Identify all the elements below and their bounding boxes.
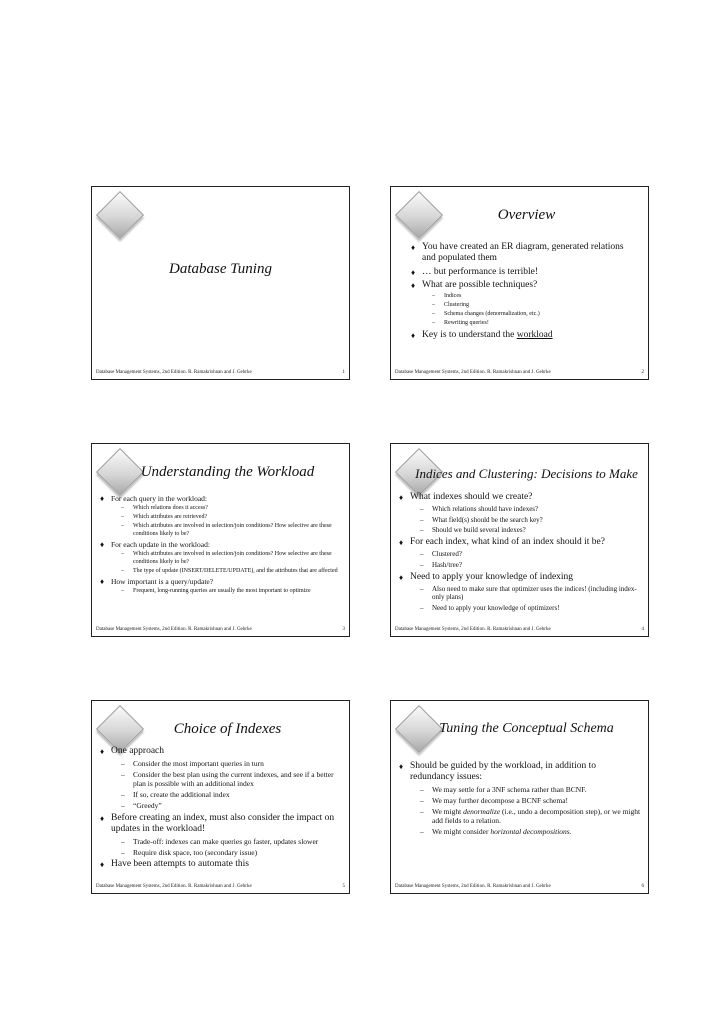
footer-text: Database Management Systems, 2nd Edition. R. Ramakrishnan and J. Gehrke (96, 627, 252, 632)
bullet: ♦ How important is a query/update? – Frequent, long-running queries are usually the most important to optimize (98, 577, 343, 596)
sub-bullet: – Which attributes are involved in selection/join conditions? How selective are these conditions likely to be? (121, 551, 332, 565)
slide-title: Indices and Clustering: Decisions to Make (415, 466, 638, 481)
footer-text: Database Management Systems, 2nd Edition. R. Ramakrishnan and J. Gehrke (96, 370, 252, 375)
bullet: ♦ Should be guided by the workload, in addition to redundancy issues: – We may settle for a 3NF schema rather than BCNF. – We may further decompose a BCNF schema! – We might denormalize (i.e., undo a decomposition step), or we might add fields to a relation. – We might consider horizontal decompositions. (399, 761, 641, 836)
sub-bullet: – Clustered? (420, 550, 462, 558)
sub-bullet: – Frequent, long-running queries are usually the most important to optimize (121, 588, 311, 594)
slide-footer (96, 627, 345, 632)
slide-title: Understanding the Workload (140, 464, 315, 480)
slide-title: Overview (497, 207, 556, 223)
page-number: 3 (342, 627, 345, 632)
sub-bullet: – Need to apply your knowledge of optimizers! (420, 603, 560, 612)
slide-title: Choice of Indexes (173, 721, 282, 737)
slide-footer (395, 884, 644, 889)
bullet-icon: ♦ (411, 281, 416, 290)
slide-title: Database Tuning (169, 261, 272, 277)
bullet: ♦ You have created an ER diagram, generated relations and populated them (411, 242, 624, 263)
slide-footer (96, 884, 345, 889)
sub-bullet: – Hash/tree? (420, 560, 462, 569)
slide-footer (96, 370, 345, 375)
sub-bullet: – Which relations does it access? (121, 505, 208, 511)
sub-bullet: – Which attributes are involved in selection/join conditions? How selective are these conditions likely to be? (121, 523, 332, 537)
bullet-icon: ♦ (399, 572, 404, 582)
bullet-icon: ♦ (100, 494, 105, 503)
slide-3 (91, 443, 350, 637)
page-number: 2 (641, 370, 644, 375)
sub-bullet: – Which relations should have indexes? (420, 505, 539, 513)
slide-1 (91, 186, 350, 380)
sub-bullet: – We may settle for a 3NF schema rather than BCNF. (420, 785, 587, 794)
bullet-icon: ♦ (399, 493, 404, 502)
sub-bullet: – The type of update (INSERT/DELETE/UPDATE), and the attributes that are affected (121, 567, 338, 574)
page-number: 1 (342, 370, 345, 375)
bullet: ♦ One approach – Consider the most important queries in turn – Consider the best plan using the current indexes, and see if a better plan is possible with an additional index – If so, create the additional index – “Greedy” (98, 746, 343, 810)
bullet: ♦ Key is to understand the workload (411, 330, 553, 340)
sub-bullet: – If so, create the additional index (121, 790, 230, 799)
slide-content (98, 746, 343, 873)
sub-bullet: – Consider the best plan using the current indexes, and see if a better plan is possible with an additional index (121, 770, 334, 788)
footer-text: Database Management Systems, 2nd Edition. R. Ramakrishnan and J. Gehrke (96, 884, 252, 889)
slide-2 (390, 186, 649, 380)
bullet-icon: ♦ (411, 243, 416, 252)
sub-bullet: – “Greedy” (121, 801, 162, 810)
page-number: 6 (641, 884, 644, 889)
sub-bullet: – Should we build several indexes? (420, 526, 526, 534)
slide-footer (395, 627, 644, 632)
sub-bullet: – Which attributes are retrieved? (121, 514, 208, 520)
bullet-icon: ♦ (100, 747, 105, 756)
footer-text: Database Management Systems, 2nd Edition. R. Ramakrishnan and J. Gehrke (395, 884, 551, 889)
slide-content (397, 761, 642, 839)
bullet-icon: ♦ (100, 577, 105, 586)
slide-title: Tuning the Conceptual Schema (439, 721, 614, 736)
sub-bullet: – Require disk space, too (secondary issue) (121, 847, 258, 857)
bullet-icon: ♦ (100, 813, 105, 823)
bullet-icon: ♦ (411, 331, 416, 340)
sub-bullet: – Clustering (432, 302, 469, 308)
footer-text: Database Management Systems, 2nd Edition. R. Ramakrishnan and J. Gehrke (395, 370, 551, 375)
sub-bullet: – We might consider horizontal decompositions. (420, 827, 572, 836)
sub-bullet: – We might denormalize (i.e., undo a decomposition step), or we might add fields to a relation. (420, 807, 641, 825)
slide-5 (91, 700, 350, 894)
sub-bullet: – Schema changes (denormalization, etc.) (432, 311, 540, 317)
page-number: 4 (641, 627, 644, 632)
bullet: ♦ Have been attempts to automate this (100, 859, 249, 869)
bullet-icon: ♦ (399, 538, 404, 547)
bullet: ♦ Need to apply your knowledge of indexing – Also need to make sure that optimizer uses the indices! (including index-only plans) – Need to apply your knowledge of optimizers! (397, 572, 642, 613)
sub-bullet: – Trade-off: indexes can make queries go faster, updates slower (121, 836, 319, 846)
sub-bullet: – What field(s) should be the search key? (420, 515, 543, 524)
slide-content (98, 494, 343, 598)
bullet: ♦ What indexes should we create? – Which relations should have indexes? – What field(s) should be the search key? – Should we build several indexes? (397, 492, 642, 535)
bullet: ♦ … but performance is terrible! (411, 266, 539, 277)
slide-content (409, 242, 634, 344)
page-number: 5 (342, 884, 345, 889)
slide-content (397, 492, 642, 615)
slide-footer (395, 370, 644, 375)
bullet: ♦ Before creating an index, must also consider the impact on updates in the workload! – Trade-off: indexes can make queries go faster, updates slower – Require disk space, too (secondary issue) (98, 813, 343, 857)
bullet-icon: ♦ (411, 267, 416, 277)
footer-text: Database Management Systems, 2nd Edition. R. Ramakrishnan and J. Gehrke (395, 627, 551, 632)
slide-4 (390, 443, 649, 637)
slide-6 (390, 700, 649, 894)
sub-bullet: – Indices (432, 293, 462, 299)
bullet: ♦ What are possible techniques? – Indices – Clustering – Schema changes (denormalization, etc.) – Rewriting queries! (409, 280, 634, 328)
sub-bullet: – Consider the most important queries in turn (121, 759, 264, 768)
bullet: ♦ For each index, what kind of an index should it be? – Clustered? – Hash/tree? (397, 537, 642, 569)
bullet-icon: ♦ (100, 540, 105, 549)
sub-bullet: – Also need to make sure that optimizer uses the indices! (including index-only plans) (420, 584, 637, 601)
bullet: ♦ For each query in the workload: – Which relations does it access? – Which attributes are retrieved? – Which attributes are involved in selection/join conditions? How selective are these conditions likely to be? (98, 494, 343, 538)
sub-bullet: – Rewriting queries! (432, 320, 489, 326)
diamond-logo-icon (96, 191, 144, 239)
bullet-icon: ♦ (399, 762, 404, 771)
bullet-icon: ♦ (100, 860, 105, 869)
sub-bullet: – We may further decompose a BCNF schema! (420, 796, 569, 805)
bullet: ♦ For each update in the workload: – Which attributes are involved in selection/join conditions? How selective are these conditions likely to be? – The type of update (INSERT/DELETE/UPDATE), and the attributes that are affected (98, 540, 343, 575)
